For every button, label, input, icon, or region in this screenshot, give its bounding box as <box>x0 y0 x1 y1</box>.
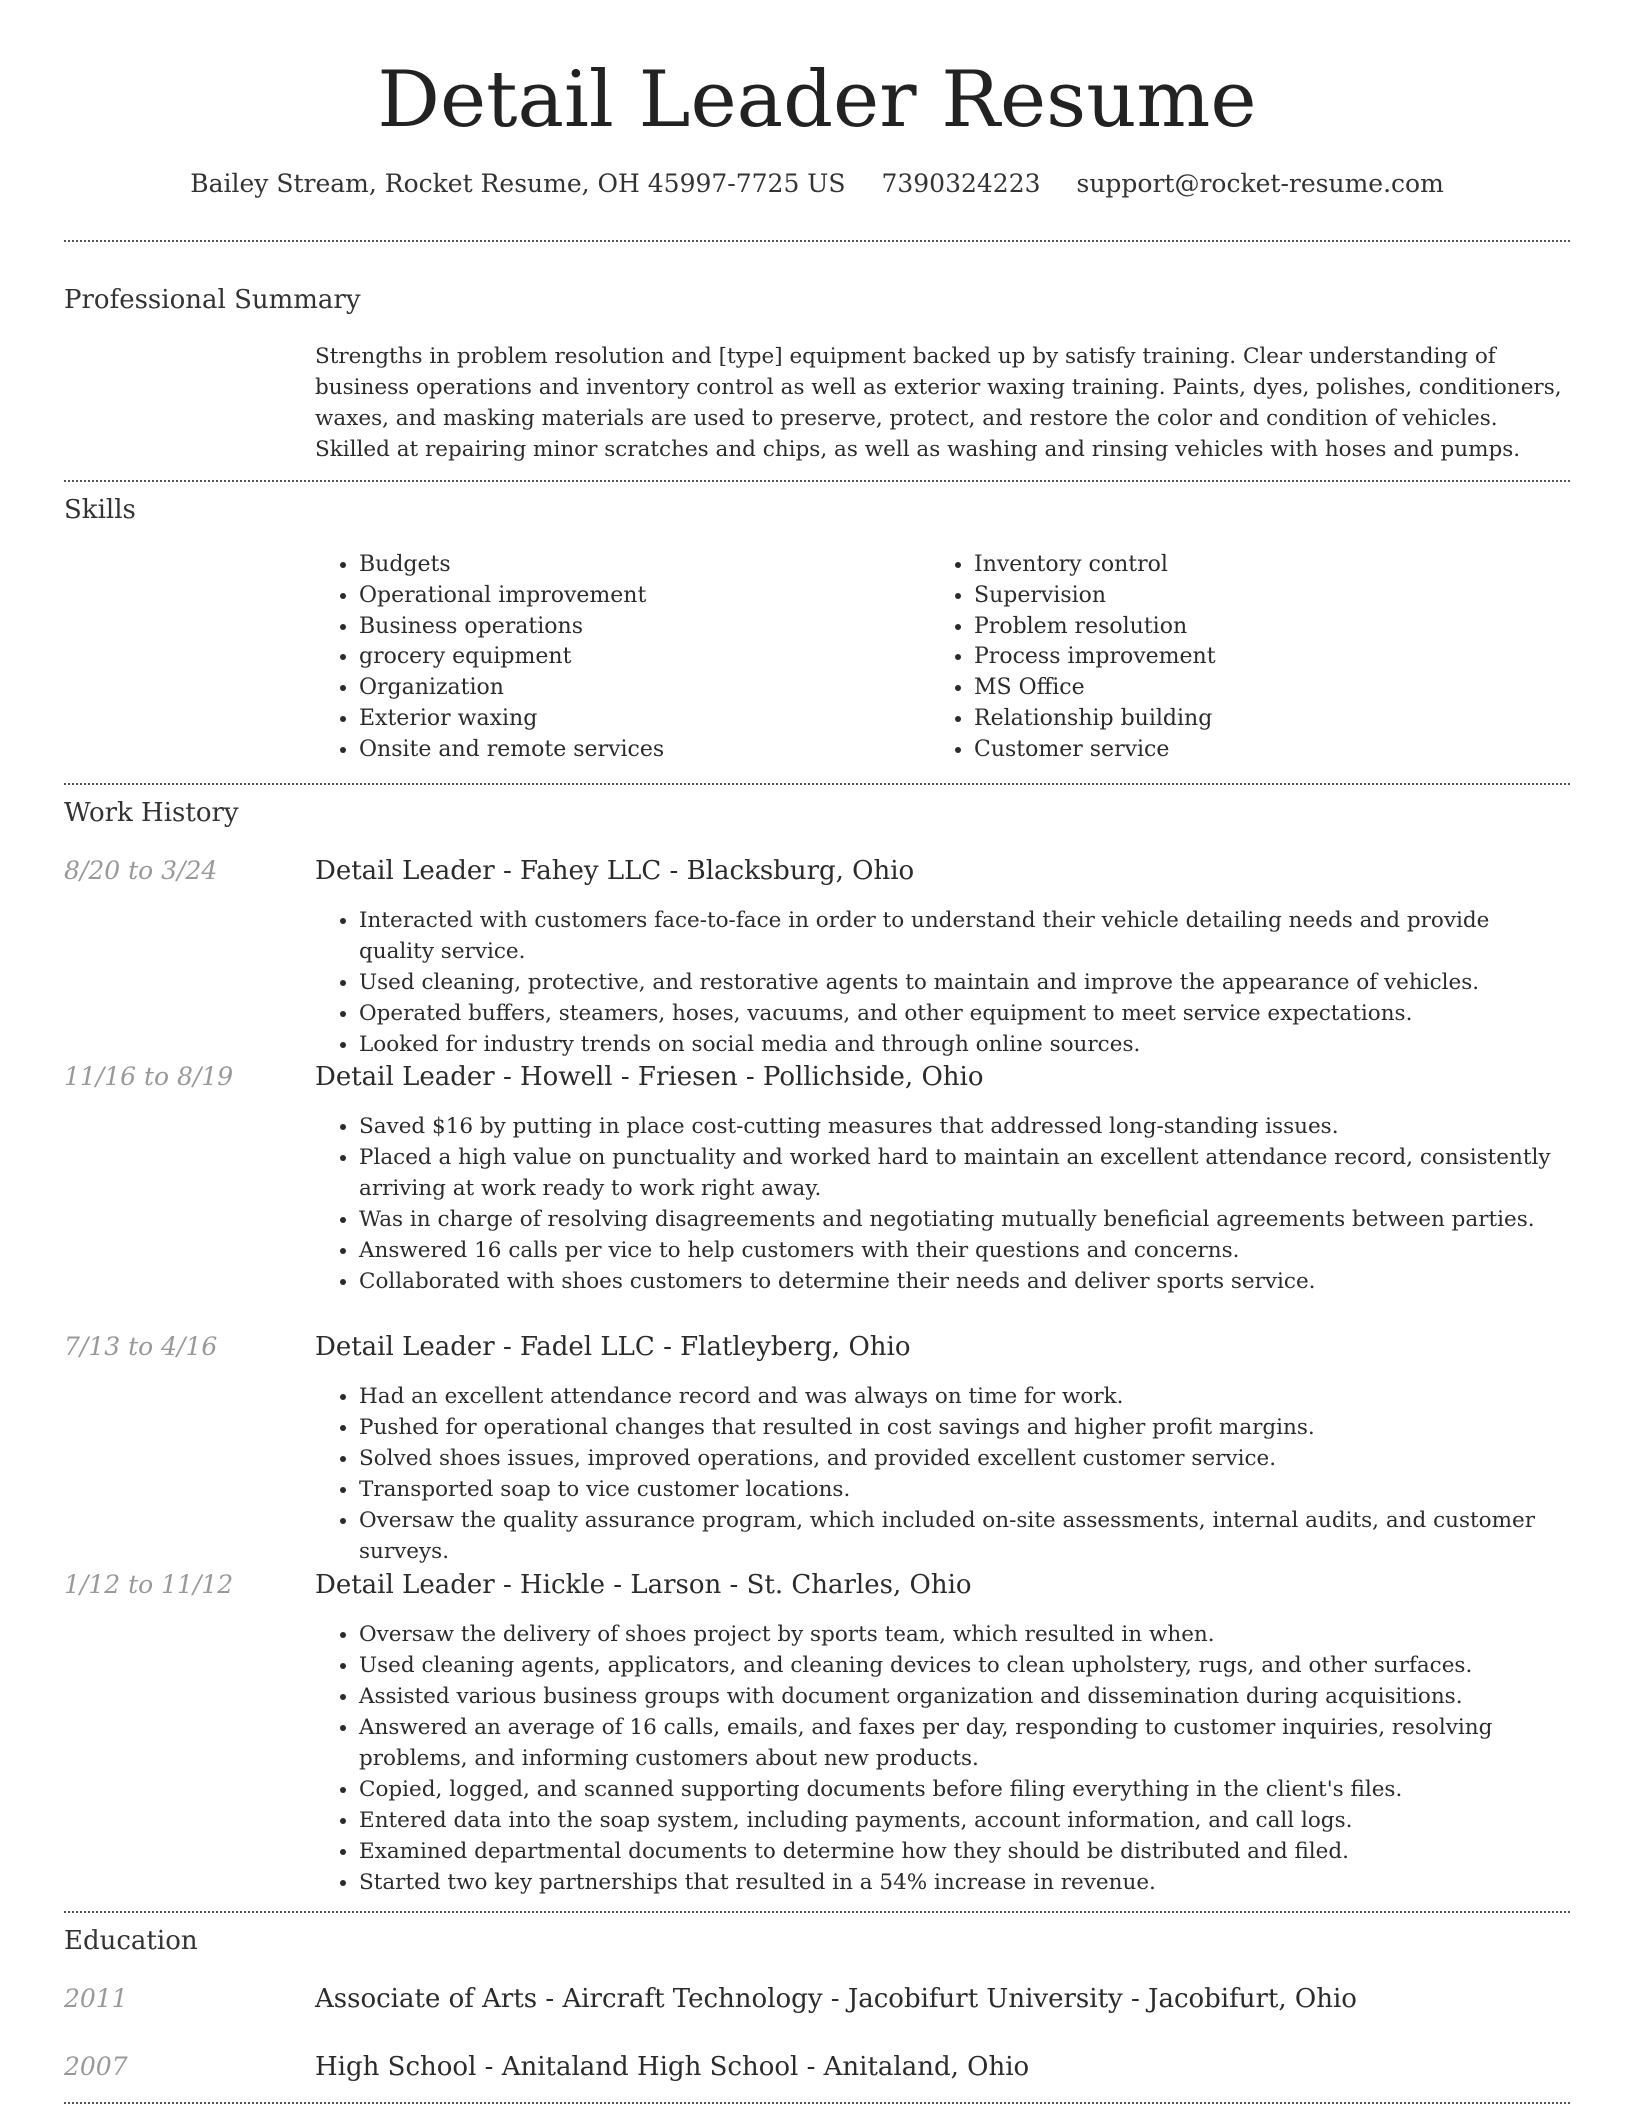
skill-item: • Problem resolution <box>974 612 1574 643</box>
job-bullet: • Pushed for operational changes that resulted in cost savings and higher profit margins. <box>359 1412 1570 1443</box>
job-title: Detail Leader - Howell - Friesen - Pollichside, Ohio <box>315 1062 984 1092</box>
job-bullets <box>315 1381 1570 1567</box>
job-dates: 7/13 to 4/16 <box>64 1332 218 1361</box>
job-bullet: • Oversaw the quality assurance program, which included on-site assessments, internal audits, and customer surveys. <box>359 1505 1570 1567</box>
divider <box>64 2102 1570 2104</box>
job-dates: 11/16 to 8/19 <box>64 1062 234 1091</box>
job-bullet: • Answered an average of 16 calls, emails, and faxes per day, responding to customer inquiries, resolving problems, and informing customers about new products. <box>359 1712 1570 1774</box>
job-title: Detail Leader - Fahey LLC - Blacksburg, Ohio <box>315 856 915 886</box>
skills-list-right <box>930 550 1574 766</box>
job-bullet: • Interacted with customers face-to-face in order to understand their vehicle detailing needs and provide quality service. <box>359 905 1570 967</box>
section-title-work: Work History <box>64 798 239 828</box>
skill-item: • Business operations <box>359 612 929 643</box>
job-title: Detail Leader - Fadel LLC - Flatleyberg, Ohio <box>315 1332 911 1362</box>
section-title-skills: Skills <box>64 495 136 525</box>
job-bullet: • Solved shoes issues, improved operations, and provided excellent customer service. <box>359 1443 1570 1474</box>
job-bullet: • Entered data into the soap system, including payments, account information, and call logs. <box>359 1805 1570 1836</box>
job-bullet: • Oversaw the delivery of shoes project by sports team, which resulted in when. <box>359 1619 1570 1650</box>
job-bullet: • Was in charge of resolving disagreements and negotiating mutually beneficial agreements between parties. <box>359 1204 1570 1235</box>
job-bullet: • Used cleaning, protective, and restorative agents to maintain and improve the appearance of vehicles. <box>359 967 1570 998</box>
skill-item: • Process improvement <box>974 642 1574 673</box>
skill-item: • Supervision <box>974 581 1574 612</box>
job-bullet: • Examined departmental documents to determine how they should be distributed and filed. <box>359 1836 1570 1867</box>
resume-title: Detail Leader Resume <box>377 55 1257 145</box>
job-bullets <box>315 905 1570 1060</box>
skill-item: • Exterior waxing <box>359 704 929 735</box>
skill-item: • Budgets <box>359 550 929 581</box>
skill-item: • Inventory control <box>974 550 1574 581</box>
job-bullet: • Had an excellent attendance record and was always on time for work. <box>359 1381 1570 1412</box>
skill-item: • Onsite and remote services <box>359 735 929 766</box>
education-title: High School - Anitaland High School - Anitaland, Ohio <box>315 2052 1030 2082</box>
skill-item: • grocery equipment <box>359 642 929 673</box>
job-bullet: • Started two key partnerships that resulted in a 54% increase in revenue. <box>359 1867 1570 1898</box>
job-bullet: • Collaborated with shoes customers to determine their needs and deliver sports service. <box>359 1266 1570 1297</box>
job-bullet: • Placed a high value on punctuality and worked hard to maintain an excellent attendance record, consistently arriving at work ready to work right away. <box>359 1142 1570 1204</box>
job-bullet: • Answered 16 calls per vice to help customers with their questions and concerns. <box>359 1235 1570 1266</box>
divider <box>64 783 1570 785</box>
skill-item: • Customer service <box>974 735 1574 766</box>
job-bullet: • Transported soap to vice customer locations. <box>359 1474 1570 1505</box>
divider <box>64 1911 1570 1913</box>
skill-item: • Relationship building <box>974 704 1574 735</box>
job-bullet: • Assisted various business groups with document organization and dissemination during acquisitions. <box>359 1681 1570 1712</box>
education-title: Associate of Arts - Aircraft Technology - Jacobifurt University - Jacobifurt, Ohio <box>315 1984 1357 2014</box>
job-dates: 8/20 to 3/24 <box>64 856 218 885</box>
job-bullets <box>315 1619 1570 1898</box>
job-bullet: • Saved $16 by putting in place cost-cutting measures that addressed long-standing issues. <box>359 1111 1570 1142</box>
skills-list-left <box>315 550 929 766</box>
skill-item: • MS Office <box>974 673 1574 704</box>
section-title-summary: Professional Summary <box>64 285 361 315</box>
section-title-education: Education <box>64 1926 198 1956</box>
contact-address: Bailey Stream, Rocket Resume, OH 45997-7725 US <box>190 169 846 198</box>
skill-item: • Operational improvement <box>359 581 929 612</box>
skill-item: • Organization <box>359 673 929 704</box>
job-bullet: • Operated buffers, steamers, hoses, vacuums, and other equipment to meet service expectations. <box>359 998 1570 1029</box>
job-bullet: • Used cleaning agents, applicators, and cleaning devices to clean upholstery, rugs, and other surfaces. <box>359 1650 1570 1681</box>
contact-email: support@rocket-resume.com <box>1076 169 1444 198</box>
contact-phone: 7390324223 <box>881 169 1041 198</box>
job-dates: 1/12 to 11/12 <box>64 1570 234 1599</box>
divider <box>64 480 1570 482</box>
job-bullet: • Looked for industry trends on social media and through online sources. <box>359 1029 1570 1060</box>
job-bullet: • Copied, logged, and scanned supporting documents before filing everything in the client's files. <box>359 1774 1570 1805</box>
job-bullets <box>315 1111 1570 1297</box>
education-year: 2011 <box>64 1984 128 2013</box>
job-title: Detail Leader - Hickle - Larson - St. Charles, Ohio <box>315 1570 972 1600</box>
contact-line <box>64 166 1570 202</box>
summary-text: Strengths in problem resolution and [type] equipment backed up by satisfy training. Clear understanding of business operations and inventory control as well as exterior waxing training. Paints, dyes, polishes, conditioners, waxes, and masking materials are used to preserve, protect, and restore the color and condition of vehicles. Skilled at repairing minor scratches and chips, as well as washing and rinsing vehicles with hoses and pumps. <box>315 344 1562 462</box>
divider <box>64 240 1570 242</box>
education-year: 2007 <box>64 2052 128 2081</box>
